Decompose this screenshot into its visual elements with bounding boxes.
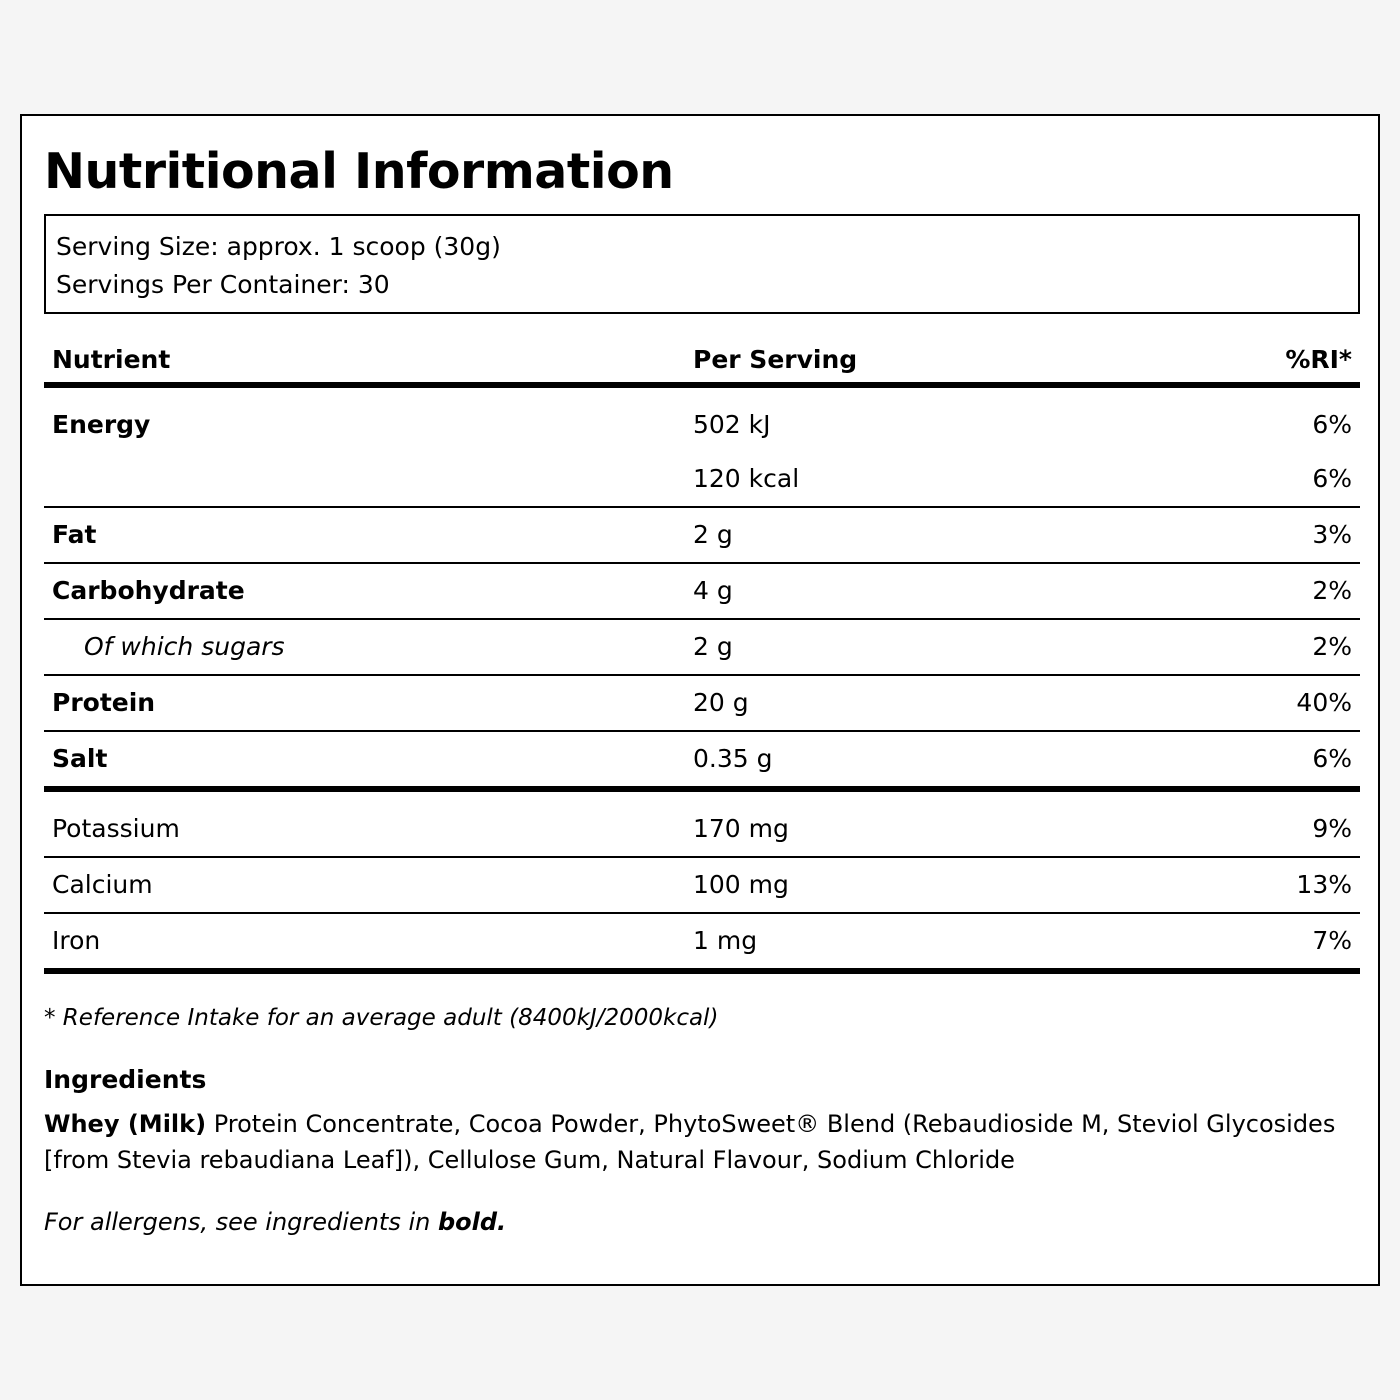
- nutrition-table: [44, 338, 1360, 974]
- table-row-salt: [44, 732, 1360, 786]
- ingredients-heading: Ingredients: [44, 1065, 207, 1094]
- nutrient-name: Protein: [52, 688, 156, 717]
- nutrient-name: Of which sugars: [84, 632, 285, 661]
- nutrient-ri: 7%: [1312, 926, 1352, 955]
- table-row-carbohydrate: [44, 564, 1360, 618]
- table-row-calcium: [44, 858, 1360, 912]
- nutrient-name: Calcium: [52, 870, 153, 899]
- nutrient-ri: 6%: [1312, 410, 1352, 439]
- nutrient-ri: 3%: [1312, 520, 1352, 549]
- nutrition-panel: [20, 114, 1380, 1286]
- serving-size: Serving Size: approx. 1 scoop (30g): [56, 232, 501, 261]
- ingredients-text: [44, 1106, 1344, 1178]
- nutrient-name: Salt: [52, 744, 108, 773]
- nutrient-value: 502 kJ: [693, 410, 771, 439]
- nutrient-value: 20 g: [693, 688, 749, 717]
- nutrient-name: Energy: [52, 410, 151, 439]
- nutrient-ri: 9%: [1312, 814, 1352, 843]
- allergen-note-prefix: For allergens, see ingredients in: [44, 1208, 438, 1236]
- nutrient-value: 2 g: [693, 632, 733, 661]
- table-bottom-divider: [44, 968, 1360, 974]
- serving-info-box: [44, 214, 1360, 314]
- nutrient-ri: 6%: [1312, 464, 1352, 493]
- nutrient-name: Potassium: [52, 814, 180, 843]
- nutrient-value: 100 mg: [693, 870, 789, 899]
- table-row-protein: [44, 676, 1360, 730]
- nutrient-name: Fat: [52, 520, 97, 549]
- servings-per-container: Servings Per Container: 30: [56, 270, 390, 299]
- nutrient-name: Iron: [52, 926, 101, 955]
- ingredients-allergen: Whey (Milk): [44, 1110, 207, 1138]
- table-row-potassium: [44, 802, 1360, 856]
- nutrient-value: 0.35 g: [693, 744, 773, 773]
- page-title: Nutritional Information: [44, 143, 674, 200]
- nutrient-name: Carbohydrate: [52, 576, 245, 605]
- nutrient-value: 2 g: [693, 520, 733, 549]
- header-nutrient: Nutrient: [52, 345, 171, 374]
- allergen-note: [44, 1202, 506, 1242]
- nutrient-value: 120 kcal: [693, 464, 800, 493]
- table-row-iron: [44, 914, 1360, 968]
- header-per-serving: Per Serving: [693, 345, 858, 374]
- table-header-row: [44, 338, 1360, 382]
- table-row-sugars: [44, 620, 1360, 674]
- table-row-energy-kcal: [44, 452, 1360, 506]
- nutrient-ri: 2%: [1312, 632, 1352, 661]
- table-row-fat: [44, 508, 1360, 562]
- ingredients-list: Protein Concentrate, Cocoa Powder, PhytoSweet® Blend (Rebaudioside M, Steviol Glycosides [from Stevia rebaudiana Leaf]), Cellulose Gum, Natural Flavour, Sodium Chloride: [44, 1110, 1336, 1174]
- allergen-note-bold: bold.: [437, 1208, 507, 1236]
- nutrient-ri: 40%: [1296, 688, 1352, 717]
- nutrient-value: 4 g: [693, 576, 733, 605]
- nutrient-ri: 13%: [1296, 870, 1352, 899]
- nutrient-value: 170 mg: [693, 814, 789, 843]
- table-row-energy-kj: [44, 398, 1360, 452]
- nutrient-ri: 6%: [1312, 744, 1352, 773]
- nutrient-value: 1 mg: [693, 926, 758, 955]
- ri-footnote: * Reference Intake for an average adult (8400kJ/2000kcal): [44, 1005, 719, 1031]
- nutrient-ri: 2%: [1312, 576, 1352, 605]
- header-ri: %RI*: [1285, 345, 1352, 374]
